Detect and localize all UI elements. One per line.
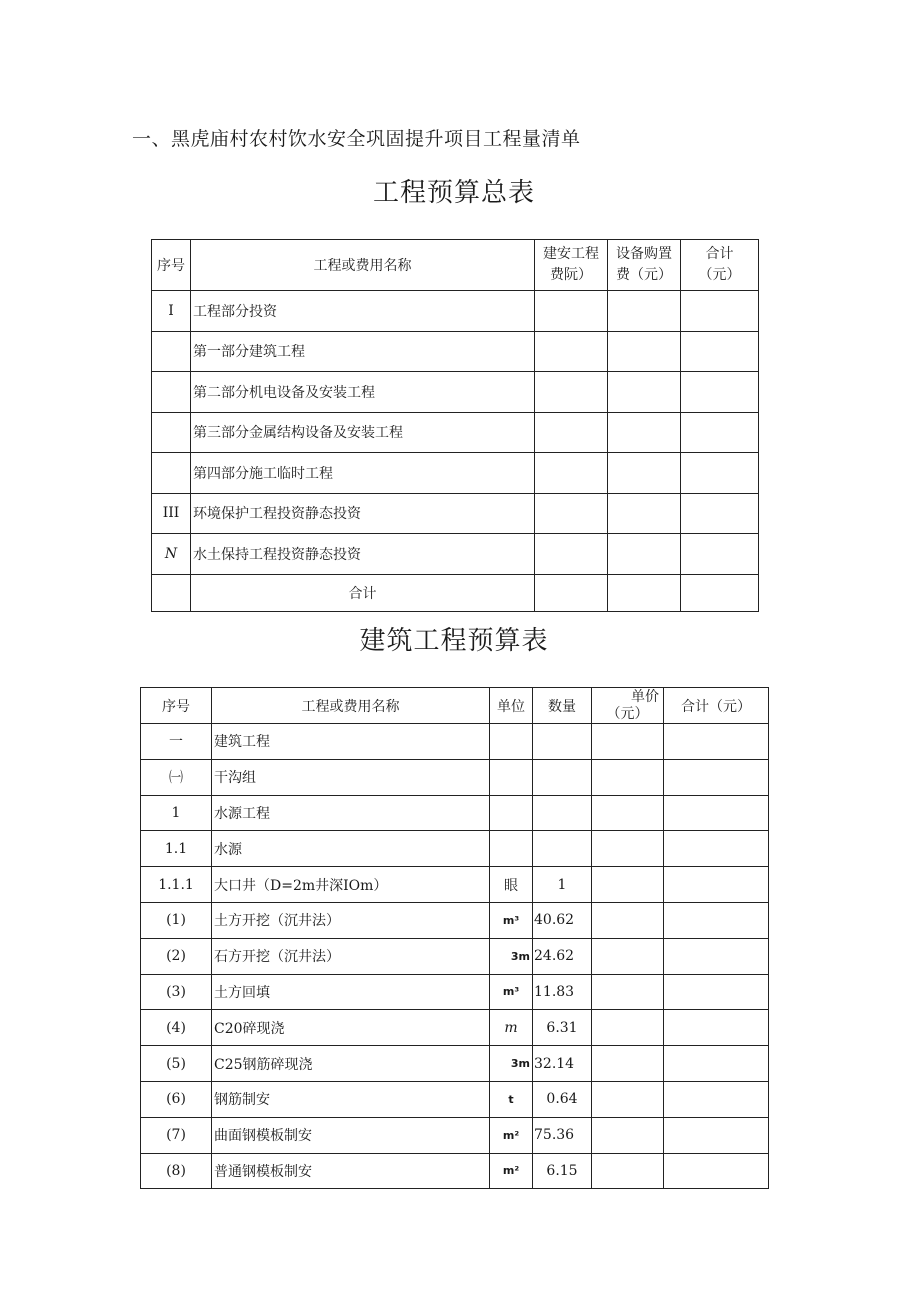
total-cell bbox=[664, 974, 769, 1010]
header-name: 工程或费用名称 bbox=[212, 688, 490, 724]
unit-price-cell bbox=[592, 1081, 664, 1117]
unit-price-cell bbox=[592, 724, 664, 760]
total-cell bbox=[664, 1153, 769, 1189]
row-unit bbox=[490, 831, 533, 867]
total-cell bbox=[664, 795, 769, 831]
table-row bbox=[141, 1010, 769, 1046]
unit-price-cell bbox=[592, 902, 664, 938]
table-row bbox=[141, 902, 769, 938]
row-name: 环境保护工程投资静态投资 bbox=[191, 493, 535, 534]
total-cell bbox=[681, 291, 759, 332]
table-row bbox=[141, 1046, 769, 1082]
construction-cost-cell bbox=[535, 534, 608, 575]
row-unit: 眼 bbox=[490, 867, 533, 903]
header-construction-cost: 建安工程 费阮） bbox=[535, 240, 608, 291]
table-row bbox=[141, 974, 769, 1010]
table-row bbox=[152, 372, 759, 413]
row-index: 1.1 bbox=[141, 831, 212, 867]
total-cell bbox=[664, 1117, 769, 1153]
row-unit: m³ bbox=[490, 902, 533, 938]
row-name: 大口井（D=2m井深IOm） bbox=[212, 867, 490, 903]
row-name: 钢筋制安 bbox=[212, 1081, 490, 1117]
table-row bbox=[152, 331, 759, 372]
total-cell bbox=[664, 938, 769, 974]
row-quantity bbox=[533, 759, 592, 795]
row-unit: m bbox=[490, 1010, 533, 1046]
row-unit bbox=[490, 795, 533, 831]
unit-price-cell bbox=[592, 1046, 664, 1082]
unit-price-cell bbox=[592, 1010, 664, 1046]
row-index: (5) bbox=[141, 1046, 212, 1082]
table-row bbox=[152, 412, 759, 453]
row-quantity: 1 bbox=[533, 867, 592, 903]
row-name: 第三部分金属结构设备及安装工程 bbox=[191, 412, 535, 453]
unit-price-cell bbox=[592, 759, 664, 795]
equipment-cost-cell bbox=[608, 291, 681, 332]
total-cell bbox=[664, 724, 769, 760]
row-index bbox=[152, 372, 191, 413]
row-index: (1) bbox=[141, 902, 212, 938]
construction-cost-cell bbox=[535, 453, 608, 494]
row-index: (4) bbox=[141, 1010, 212, 1046]
row-index: (3) bbox=[141, 974, 212, 1010]
equipment-cost-cell bbox=[608, 412, 681, 453]
row-unit: 3m bbox=[490, 938, 533, 974]
row-index: (8) bbox=[141, 1153, 212, 1189]
header-equipment-cost: 设备购置 费（元） bbox=[608, 240, 681, 291]
row-index: (7) bbox=[141, 1117, 212, 1153]
row-name: 水源 bbox=[212, 831, 490, 867]
table-row bbox=[141, 724, 769, 760]
row-name: 土方回填 bbox=[212, 974, 490, 1010]
equipment-cost-cell bbox=[608, 493, 681, 534]
total-cell bbox=[681, 534, 759, 575]
row-index: (6) bbox=[141, 1081, 212, 1117]
table-row bbox=[141, 1081, 769, 1117]
row-index bbox=[152, 574, 191, 611]
construction-cost-cell bbox=[535, 372, 608, 413]
row-index: N bbox=[152, 534, 191, 575]
header-index: 序号 bbox=[141, 688, 212, 724]
table-row bbox=[141, 1153, 769, 1189]
table-row bbox=[141, 1117, 769, 1153]
table-row bbox=[141, 831, 769, 867]
row-name: 第一部分建筑工程 bbox=[191, 331, 535, 372]
construction-cost-cell bbox=[535, 331, 608, 372]
row-name: 普通钢模板制安 bbox=[212, 1153, 490, 1189]
row-index: III bbox=[152, 493, 191, 534]
table-row bbox=[141, 795, 769, 831]
row-quantity bbox=[533, 724, 592, 760]
row-unit: m² bbox=[490, 1117, 533, 1153]
row-quantity: 24.62 bbox=[533, 938, 592, 974]
row-index bbox=[152, 331, 191, 372]
row-quantity: 6.15 bbox=[533, 1153, 592, 1189]
row-name: 水土保持工程投资静态投资 bbox=[191, 534, 535, 575]
row-quantity: 40.62 bbox=[533, 902, 592, 938]
row-index: (2) bbox=[141, 938, 212, 974]
total-cell bbox=[681, 412, 759, 453]
total-cell bbox=[664, 1081, 769, 1117]
summary-table-title: 工程预算总表 bbox=[372, 178, 535, 208]
table-row bbox=[141, 759, 769, 795]
equipment-cost-cell bbox=[608, 453, 681, 494]
row-quantity: 32.14 bbox=[533, 1046, 592, 1082]
header-index: 序号 bbox=[152, 240, 191, 291]
total-cell bbox=[664, 902, 769, 938]
total-cell bbox=[664, 1010, 769, 1046]
row-index bbox=[152, 453, 191, 494]
header-quantity: 数量 bbox=[533, 688, 592, 724]
row-index: ㈠ bbox=[141, 759, 212, 795]
table-row bbox=[152, 493, 759, 534]
header-name: 工程或费用名称 bbox=[191, 240, 535, 291]
row-name: 干沟组 bbox=[212, 759, 490, 795]
header-unit-price: 单价 （元） bbox=[592, 688, 664, 724]
row-unit: m² bbox=[490, 1153, 533, 1189]
total-cell bbox=[681, 331, 759, 372]
row-quantity: 75.36 bbox=[533, 1117, 592, 1153]
row-quantity bbox=[533, 831, 592, 867]
total-cell bbox=[681, 574, 759, 611]
total-cell bbox=[664, 759, 769, 795]
row-name: 第四部分施工临时工程 bbox=[191, 453, 535, 494]
table-row bbox=[152, 534, 759, 575]
row-name: 石方开挖（沉井法） bbox=[212, 938, 490, 974]
equipment-cost-cell bbox=[608, 372, 681, 413]
row-unit: t bbox=[490, 1081, 533, 1117]
row-name: 土方开挖（沉井法） bbox=[212, 902, 490, 938]
row-name: 工程部分投资 bbox=[191, 291, 535, 332]
row-index: 一 bbox=[141, 724, 212, 760]
equipment-cost-cell bbox=[608, 534, 681, 575]
row-name: 第二部分机电设备及安装工程 bbox=[191, 372, 535, 413]
header-total: 合计 （元） bbox=[681, 240, 759, 291]
total-cell bbox=[664, 867, 769, 903]
row-index: 1.1.1 bbox=[141, 867, 212, 903]
table-row bbox=[141, 867, 769, 903]
table-header-row bbox=[152, 240, 759, 291]
table-row bbox=[152, 453, 759, 494]
building-table-title: 建筑工程预算表 bbox=[359, 626, 549, 656]
construction-cost-cell bbox=[535, 291, 608, 332]
total-row bbox=[152, 574, 759, 611]
unit-price-cell bbox=[592, 974, 664, 1010]
table-header-row bbox=[141, 688, 769, 724]
total-label: 合计 bbox=[191, 574, 535, 611]
header-total: 合计（元） bbox=[664, 688, 769, 724]
row-name: C25钢筋碎现浇 bbox=[212, 1046, 490, 1082]
building-budget-table bbox=[140, 687, 769, 1189]
row-index: 1 bbox=[141, 795, 212, 831]
row-unit bbox=[490, 724, 533, 760]
row-quantity bbox=[533, 795, 592, 831]
row-quantity: 11.83 bbox=[533, 974, 592, 1010]
unit-price-cell bbox=[592, 795, 664, 831]
unit-price-cell bbox=[592, 867, 664, 903]
construction-cost-cell bbox=[535, 574, 608, 611]
header-unit: 单位 bbox=[490, 688, 533, 724]
row-name: 建筑工程 bbox=[212, 724, 490, 760]
total-cell bbox=[681, 493, 759, 534]
section-heading: 一、黑虎庙村农村饮水安全巩固提升项目工程量清单 bbox=[132, 128, 581, 150]
equipment-cost-cell bbox=[608, 574, 681, 611]
row-unit: m³ bbox=[490, 974, 533, 1010]
table-row bbox=[152, 291, 759, 332]
row-unit bbox=[490, 759, 533, 795]
row-name: 水源工程 bbox=[212, 795, 490, 831]
budget-summary-table bbox=[151, 239, 759, 612]
total-cell bbox=[664, 1046, 769, 1082]
total-cell bbox=[681, 453, 759, 494]
total-cell bbox=[664, 831, 769, 867]
row-unit: 3m bbox=[490, 1046, 533, 1082]
row-index: I bbox=[152, 291, 191, 332]
unit-price-cell bbox=[592, 1117, 664, 1153]
table-row bbox=[141, 938, 769, 974]
unit-price-cell bbox=[592, 1153, 664, 1189]
unit-price-cell bbox=[592, 938, 664, 974]
equipment-cost-cell bbox=[608, 331, 681, 372]
construction-cost-cell bbox=[535, 412, 608, 453]
construction-cost-cell bbox=[535, 493, 608, 534]
row-index bbox=[152, 412, 191, 453]
total-cell bbox=[681, 372, 759, 413]
row-quantity: 0.64 bbox=[533, 1081, 592, 1117]
row-name: C20碎现浇 bbox=[212, 1010, 490, 1046]
row-quantity: 6.31 bbox=[533, 1010, 592, 1046]
unit-price-cell bbox=[592, 831, 664, 867]
row-name: 曲面钢模板制安 bbox=[212, 1117, 490, 1153]
